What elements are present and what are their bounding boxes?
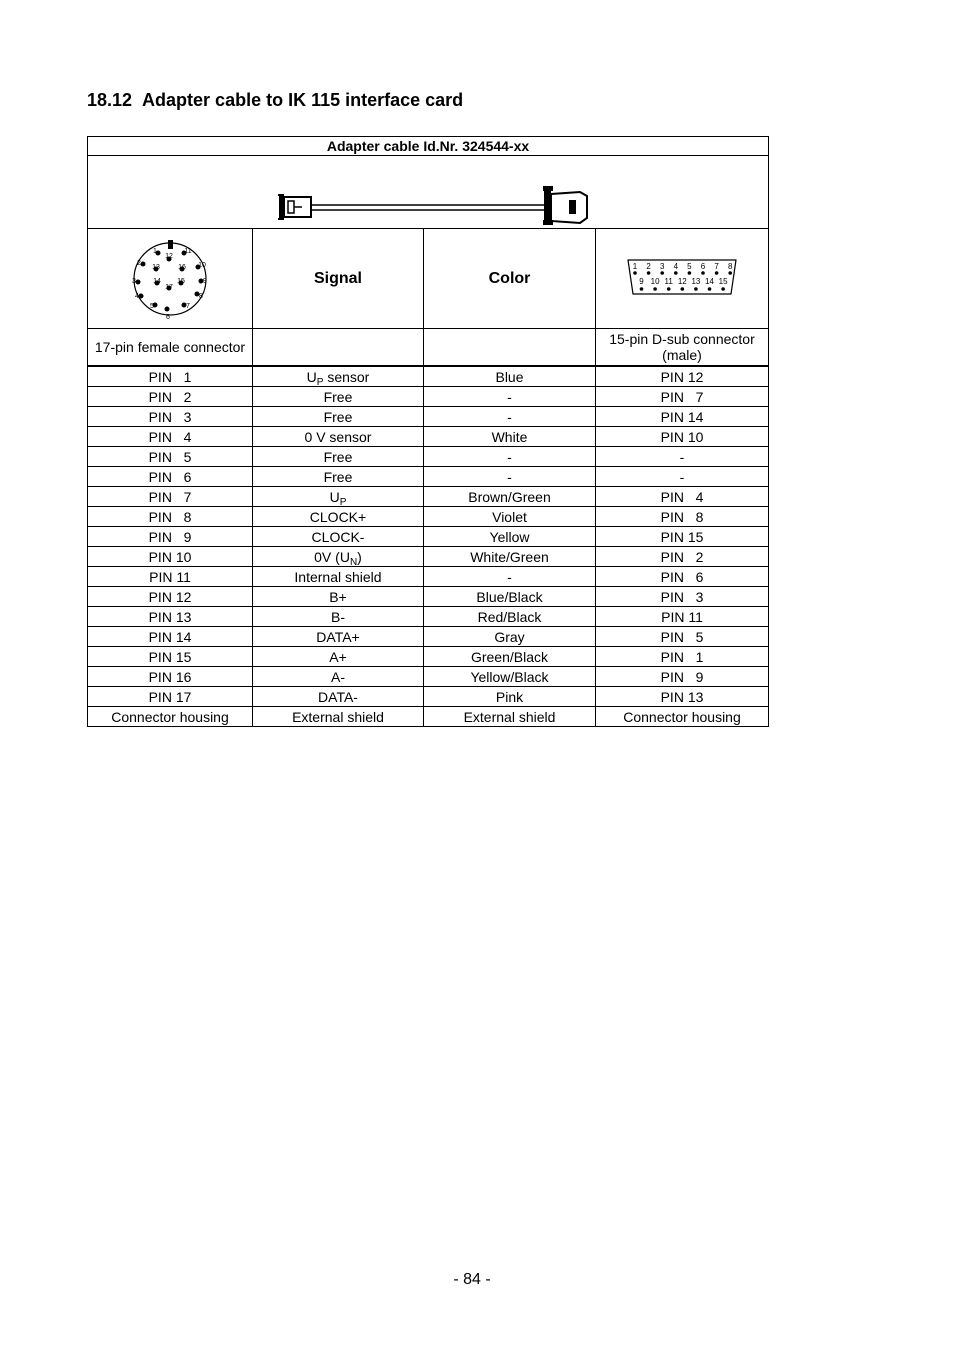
signal-text: External shield <box>292 708 384 725</box>
signal-text: A+ <box>329 648 347 665</box>
pin-label: 12 <box>165 253 173 260</box>
dsub-pin-dot <box>688 271 692 275</box>
signal-cell <box>253 427 424 447</box>
pin-label: 17 <box>165 284 173 291</box>
color-cell: Violet <box>424 507 596 527</box>
pin-label: 10 <box>198 262 206 269</box>
pin-label: 2 <box>137 260 141 267</box>
pin-cell: PIN 2 <box>88 387 253 407</box>
pin-label: 6 <box>166 314 170 321</box>
table-row <box>88 707 769 727</box>
signal-cell <box>253 467 424 487</box>
dsub-pin-label: 3 <box>659 262 665 271</box>
pin-assignment-table <box>87 136 769 727</box>
table-row <box>88 667 769 687</box>
signal-cell <box>253 607 424 627</box>
table-row <box>88 527 769 547</box>
connector-description-row <box>88 329 769 367</box>
dsub-pin-dot <box>640 287 644 291</box>
pin-dot <box>136 280 141 285</box>
column-header-color: Color <box>424 229 596 329</box>
table-title: Adapter cable Id.Nr. 324544-xx <box>88 137 769 156</box>
dsub-pin-cell: PIN 15 <box>596 527 769 547</box>
dsub-pin-cell: - <box>596 447 769 467</box>
signal-cell <box>253 447 424 467</box>
signal-cell <box>253 627 424 647</box>
signal-cell <box>253 567 424 587</box>
signal-text: Internal shield <box>294 568 382 585</box>
section-heading <box>87 90 463 111</box>
pin-cell: PIN 12 <box>88 587 253 607</box>
adapter-cable-drawing <box>90 156 767 225</box>
dsub-pin-dot <box>701 271 705 275</box>
pin-cell: PIN 14 <box>88 627 253 647</box>
dsub-pin-label: 6 <box>700 262 706 271</box>
signal-text: A- <box>331 668 345 685</box>
table-row <box>88 627 769 647</box>
pin-cell: PIN 15 <box>88 647 253 667</box>
dsub-pin-cell: PIN 1 <box>596 647 769 667</box>
pin-label: 15 <box>177 278 185 285</box>
dsub-15pin-diagram <box>625 257 739 297</box>
signal-subscript: P <box>339 496 347 508</box>
signal-cell <box>253 366 424 387</box>
column-header-signal: Signal <box>253 229 424 329</box>
connector-dsub-cell <box>596 229 769 329</box>
signal-suffix: ) <box>357 548 362 565</box>
connector-dsub-description: 15-pin D-sub connector (male) <box>596 329 769 367</box>
dsub-pin-label: 4 <box>673 262 679 271</box>
pin-label: 9 <box>203 278 207 285</box>
color-cell: Green/Black <box>424 647 596 667</box>
dsub-pin-cell: PIN 11 <box>596 607 769 627</box>
signal-subscript: P <box>316 376 324 388</box>
color-cell: White/Green <box>424 547 596 567</box>
signal-cell <box>253 687 424 707</box>
signal-text: B+ <box>329 588 347 605</box>
dsub-pin-cell: PIN 12 <box>596 366 769 387</box>
pin-dot <box>165 307 170 312</box>
table-header-row <box>88 229 769 329</box>
dsub-pin-label: 7 <box>714 262 719 271</box>
dsub-pin-dot <box>715 271 719 275</box>
pin-cell: PIN 10 <box>88 547 253 567</box>
dsub-pin-dot <box>667 287 671 291</box>
pin-cell: Connector housing <box>88 707 253 727</box>
pin-cell: PIN 7 <box>88 487 253 507</box>
table-row <box>88 407 769 427</box>
signal-cell <box>253 647 424 667</box>
signal-text: CLOCK+ <box>309 508 367 525</box>
page-number: - 84 - <box>453 1271 491 1288</box>
dsub-pin-dot <box>694 287 698 291</box>
table-row <box>88 366 769 387</box>
color-cell: Pink <box>424 687 596 707</box>
color-cell: White <box>424 427 596 447</box>
table-row <box>88 447 769 467</box>
dsub-pin-label: 13 <box>691 277 701 286</box>
dsub-pin-label: 14 <box>705 277 714 286</box>
dsub-pin-cell: PIN 10 <box>596 427 769 447</box>
section-number: 18.12 <box>87 90 133 110</box>
pin-cell: PIN 3 <box>88 407 253 427</box>
dsub-pin-cell: PIN 13 <box>596 687 769 707</box>
section-title: Adapter cable to IK 115 interface card <box>142 90 464 110</box>
signal-cell <box>253 387 424 407</box>
color-cell: External shield <box>424 707 596 727</box>
color-cell: - <box>424 407 596 427</box>
dsub-pin-cell: PIN 14 <box>596 407 769 427</box>
dsub-pin-label: 9 <box>639 277 644 286</box>
pin-label: 5 <box>150 303 154 310</box>
pin-cell: PIN 6 <box>88 467 253 487</box>
dsub-pin-dot <box>674 271 678 275</box>
color-cell: - <box>424 447 596 467</box>
table-row <box>88 587 769 607</box>
dsub-pin-dot <box>728 271 732 275</box>
dsub-pin-dot <box>647 271 651 275</box>
pin-label: 1 <box>153 248 157 255</box>
dsub-pin-label: 12 <box>677 277 687 286</box>
signal-cell <box>253 667 424 687</box>
dsub-pin-cell: - <box>596 467 769 487</box>
table-title-row <box>88 137 769 156</box>
signal-cell <box>253 487 424 507</box>
signal-suffix: sensor <box>323 368 370 385</box>
dsub-pin-label: 8 <box>727 262 733 271</box>
signal-cell <box>253 547 424 567</box>
dsub-pin-label: 10 <box>650 277 660 286</box>
dsub-pin-cell: PIN 8 <box>596 507 769 527</box>
pin-label: 8 <box>199 293 203 300</box>
dsub-pin-label: 5 <box>687 262 692 271</box>
signal-text: Free <box>323 448 353 465</box>
table-row <box>88 647 769 667</box>
pin-cell: PIN 13 <box>88 607 253 627</box>
signal-text: Free <box>323 468 353 485</box>
table-row <box>88 507 769 527</box>
signal-text: DATA- <box>318 688 358 705</box>
pin-dot <box>141 262 146 267</box>
dsub-pin-cell: PIN 7 <box>596 387 769 407</box>
dsub-pin-cell: PIN 9 <box>596 667 769 687</box>
signal-text: DATA+ <box>316 628 360 645</box>
signal-cell <box>253 407 424 427</box>
pin-cell: PIN 5 <box>88 447 253 467</box>
connector-17pin-cell <box>88 229 253 329</box>
signal-text: 0 V sensor <box>304 428 372 445</box>
color-cell: - <box>424 467 596 487</box>
dsub-pin-label: 15 <box>718 277 728 286</box>
pin-label: 16 <box>178 264 186 271</box>
dsub-pin-cell: PIN 4 <box>596 487 769 507</box>
dsub-pin-label: 2 <box>646 262 651 271</box>
dsub-pin-dot <box>660 271 664 275</box>
dsub-pin-dot <box>633 271 637 275</box>
pin-cell: PIN 11 <box>88 567 253 587</box>
pin-label: 7 <box>186 303 190 310</box>
table-row <box>88 487 769 507</box>
dsub-pin-label: 1 <box>632 262 638 271</box>
dsub-pin-cell: PIN 3 <box>596 587 769 607</box>
signal-text: B- <box>331 608 345 625</box>
dsub-pin-dot <box>708 287 712 291</box>
color-cell: Blue/Black <box>424 587 596 607</box>
dsub-pin-dot <box>721 287 725 291</box>
signal-cell <box>253 707 424 727</box>
pin-label: 14 <box>153 278 161 285</box>
signal-text: U <box>329 488 340 505</box>
dsub-pin-label: 11 <box>664 277 673 286</box>
connector-17pin-diagram <box>125 231 215 323</box>
color-cell: Brown/Green <box>424 487 596 507</box>
table-row <box>88 567 769 587</box>
signal-text: U <box>306 368 317 385</box>
color-cell: Yellow/Black <box>424 667 596 687</box>
pin-cell: PIN 8 <box>88 507 253 527</box>
pin-dot <box>139 294 144 299</box>
color-cell: Blue <box>424 366 596 387</box>
table-row <box>88 467 769 487</box>
dsub-pin-cell: PIN 2 <box>596 547 769 567</box>
pin-cell: PIN 17 <box>88 687 253 707</box>
pin-label: 4 <box>135 293 139 300</box>
table-row <box>88 607 769 627</box>
signal-text: Free <box>323 408 353 425</box>
signal-cell <box>253 507 424 527</box>
color-cell: - <box>424 567 596 587</box>
signal-text: 0V (U <box>314 548 350 565</box>
color-cell: - <box>424 387 596 407</box>
signal-cell <box>253 527 424 547</box>
signal-text: CLOCK- <box>311 528 365 545</box>
pin-label: 13 <box>152 264 160 271</box>
dsub-pin-dot <box>681 287 685 291</box>
pin-label: 11 <box>184 248 192 255</box>
pin-cell: PIN 4 <box>88 427 253 447</box>
signal-subscript: N <box>349 556 358 568</box>
table-row <box>88 547 769 567</box>
cable-drawing-row <box>88 156 769 229</box>
dsub-pin-cell: PIN 6 <box>596 567 769 587</box>
connector-17pin-description: 17-pin female connector <box>88 329 253 367</box>
pin-label: 3 <box>132 278 136 285</box>
table-row <box>88 427 769 447</box>
color-cell: Red/Black <box>424 607 596 627</box>
dsub-pin-dot <box>653 287 657 291</box>
color-cell: Yellow <box>424 527 596 547</box>
color-cell: Gray <box>424 627 596 647</box>
dsub-pin-cell: PIN 5 <box>596 627 769 647</box>
dsub-pin-cell: Connector housing <box>596 707 769 727</box>
pin-cell: PIN 16 <box>88 667 253 687</box>
table-row <box>88 387 769 407</box>
pin-cell: PIN 9 <box>88 527 253 547</box>
signal-text: Free <box>323 388 353 405</box>
table-row <box>88 687 769 707</box>
signal-cell <box>253 587 424 607</box>
pin-cell: PIN 1 <box>88 366 253 387</box>
